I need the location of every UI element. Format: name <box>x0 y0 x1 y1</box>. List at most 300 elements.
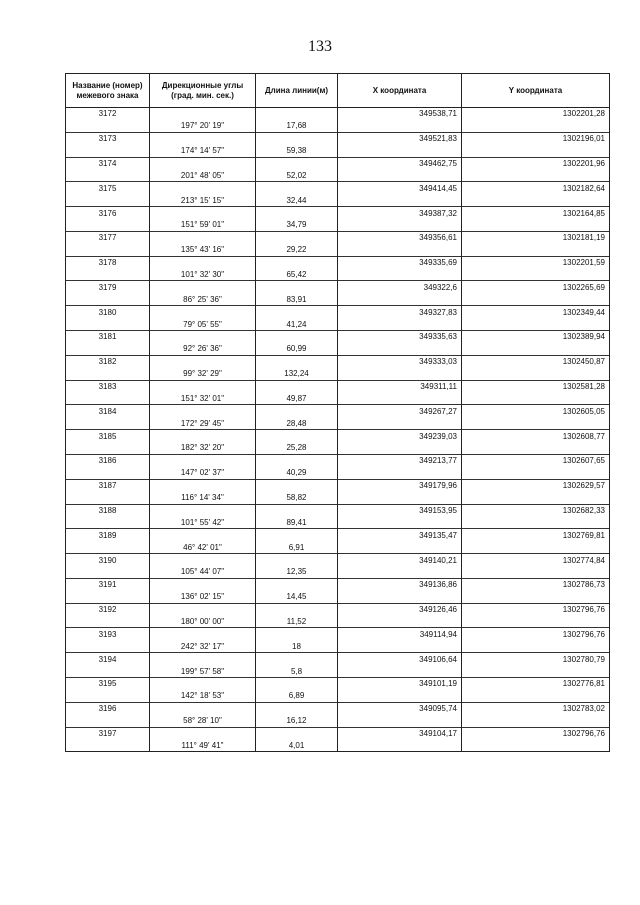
point-name: 3193 <box>66 628 150 640</box>
y-coordinate: 1302796,76 <box>462 628 610 640</box>
segment-row <box>66 715 610 727</box>
empty-cell <box>338 318 462 330</box>
x-coordinate: 349521,83 <box>338 132 462 144</box>
empty-cell <box>256 677 338 689</box>
point-name: 3194 <box>66 653 150 665</box>
empty-cell <box>462 516 610 528</box>
point-name: 3189 <box>66 529 150 541</box>
empty-cell <box>462 219 610 231</box>
direction-angle: 151° 32' 01" <box>150 392 256 404</box>
empty-cell <box>462 392 610 404</box>
y-coordinate: 1302796,76 <box>462 727 610 739</box>
line-length: 11,52 <box>256 616 338 628</box>
y-coordinate: 1302196,01 <box>462 132 610 144</box>
empty-cell <box>66 715 150 727</box>
empty-cell <box>462 269 610 281</box>
direction-angle: 213° 15' 15" <box>150 194 256 206</box>
empty-cell <box>338 516 462 528</box>
empty-cell <box>66 219 150 231</box>
line-length: 14,45 <box>256 591 338 603</box>
segment-row <box>66 244 610 256</box>
header-x: X координата <box>338 74 462 108</box>
empty-cell <box>150 231 256 243</box>
point-name: 3174 <box>66 157 150 169</box>
line-length: 132,24 <box>256 368 338 380</box>
segment-row <box>66 467 610 479</box>
x-coordinate: 349387,32 <box>338 207 462 219</box>
x-coordinate: 349335,63 <box>338 331 462 343</box>
empty-cell <box>150 108 256 120</box>
point-name: 3178 <box>66 256 150 268</box>
point-row <box>66 628 610 640</box>
direction-angle: 111° 49' 41" <box>150 739 256 751</box>
empty-cell <box>150 132 256 144</box>
empty-cell <box>66 244 150 256</box>
point-name: 3186 <box>66 454 150 466</box>
page-number: 133 <box>308 38 332 55</box>
x-coordinate: 349333,03 <box>338 355 462 367</box>
point-name: 3177 <box>66 231 150 243</box>
y-coordinate: 1302349,44 <box>462 306 610 318</box>
direction-angle: 46° 42' 01" <box>150 541 256 553</box>
empty-cell <box>462 591 610 603</box>
direction-angle: 92° 26' 36" <box>150 343 256 355</box>
segment-row <box>66 591 610 603</box>
segment-row <box>66 343 610 355</box>
line-length: 6,89 <box>256 690 338 702</box>
x-coordinate: 349267,27 <box>338 405 462 417</box>
direction-angle: 147° 02' 37" <box>150 467 256 479</box>
empty-cell <box>462 467 610 479</box>
line-length: 32,44 <box>256 194 338 206</box>
empty-cell <box>150 479 256 491</box>
empty-cell <box>338 739 462 751</box>
x-coordinate: 349335,69 <box>338 256 462 268</box>
empty-cell <box>462 665 610 677</box>
direction-angle: 151° 59' 01" <box>150 219 256 231</box>
empty-cell <box>338 343 462 355</box>
empty-cell <box>338 715 462 727</box>
line-length: 34,79 <box>256 219 338 231</box>
x-coordinate: 349356,61 <box>338 231 462 243</box>
x-coordinate: 349311,11 <box>338 380 462 392</box>
header-name: Название (номер) межевого знака <box>66 74 150 108</box>
point-name: 3188 <box>66 504 150 516</box>
point-row <box>66 256 610 268</box>
empty-cell <box>150 157 256 169</box>
empty-cell <box>462 145 610 157</box>
x-coordinate: 349114,94 <box>338 628 462 640</box>
segment-row <box>66 442 610 454</box>
y-coordinate: 1302450,87 <box>462 355 610 367</box>
empty-cell <box>256 207 338 219</box>
empty-cell <box>150 677 256 689</box>
point-name: 3180 <box>66 306 150 318</box>
empty-cell <box>256 454 338 466</box>
x-coordinate: 349140,21 <box>338 554 462 566</box>
y-coordinate: 1302265,69 <box>462 281 610 293</box>
point-row <box>66 554 610 566</box>
header-angle: Дирекционные углы (град. мин. сек.) <box>150 74 256 108</box>
empty-cell <box>462 194 610 206</box>
y-coordinate: 1302776,81 <box>462 677 610 689</box>
empty-cell <box>66 467 150 479</box>
line-length: 52,02 <box>256 169 338 181</box>
line-length: 83,91 <box>256 293 338 305</box>
empty-cell <box>150 430 256 442</box>
line-length: 29,22 <box>256 244 338 256</box>
empty-cell <box>338 442 462 454</box>
empty-cell <box>462 566 610 578</box>
line-length: 12,35 <box>256 566 338 578</box>
direction-angle: 105° 44' 07" <box>150 566 256 578</box>
x-coordinate: 349538,71 <box>338 108 462 120</box>
line-length: 25,28 <box>256 442 338 454</box>
point-row <box>66 677 610 689</box>
empty-cell <box>338 640 462 652</box>
direction-angle: 86° 25' 36" <box>150 293 256 305</box>
y-coordinate: 1302780,79 <box>462 653 610 665</box>
table-header-row <box>66 74 610 108</box>
direction-angle: 197° 20' 19" <box>150 120 256 132</box>
y-coordinate: 1302786,73 <box>462 578 610 590</box>
empty-cell <box>338 219 462 231</box>
point-row <box>66 504 610 516</box>
empty-cell <box>256 628 338 640</box>
empty-cell <box>256 479 338 491</box>
line-length: 40,29 <box>256 467 338 479</box>
point-row <box>66 306 610 318</box>
empty-cell <box>462 739 610 751</box>
point-name: 3176 <box>66 207 150 219</box>
empty-cell <box>66 293 150 305</box>
y-coordinate: 1302796,76 <box>462 603 610 615</box>
line-length: 6,91 <box>256 541 338 553</box>
x-coordinate: 349322,6 <box>338 281 462 293</box>
y-coordinate: 1302607,65 <box>462 454 610 466</box>
x-coordinate: 349179,96 <box>338 479 462 491</box>
point-row <box>66 355 610 367</box>
line-length: 4,01 <box>256 739 338 751</box>
empty-cell <box>462 715 610 727</box>
empty-cell <box>256 405 338 417</box>
point-name: 3185 <box>66 430 150 442</box>
point-name: 3175 <box>66 182 150 194</box>
empty-cell <box>66 343 150 355</box>
y-coordinate: 1302389,94 <box>462 331 610 343</box>
direction-angle: 116° 14' 34" <box>150 492 256 504</box>
segment-row <box>66 169 610 181</box>
empty-cell <box>256 554 338 566</box>
y-coordinate: 1302769,81 <box>462 529 610 541</box>
empty-cell <box>338 467 462 479</box>
empty-cell <box>66 690 150 702</box>
empty-cell <box>338 541 462 553</box>
empty-cell <box>338 616 462 628</box>
line-length: 59,38 <box>256 145 338 157</box>
line-length: 18 <box>256 640 338 652</box>
segment-row <box>66 516 610 528</box>
empty-cell <box>256 331 338 343</box>
point-row <box>66 132 610 144</box>
line-length: 58,82 <box>256 492 338 504</box>
point-row <box>66 157 610 169</box>
empty-cell <box>338 690 462 702</box>
empty-cell <box>338 591 462 603</box>
empty-cell <box>256 157 338 169</box>
segment-row <box>66 739 610 751</box>
empty-cell <box>256 182 338 194</box>
empty-cell <box>256 231 338 243</box>
empty-cell <box>256 653 338 665</box>
empty-cell <box>150 603 256 615</box>
x-coordinate: 349135,47 <box>338 529 462 541</box>
empty-cell <box>338 145 462 157</box>
segment-row <box>66 492 610 504</box>
segment-row <box>66 219 610 231</box>
x-coordinate: 349462,75 <box>338 157 462 169</box>
empty-cell <box>462 492 610 504</box>
y-coordinate: 1302182,64 <box>462 182 610 194</box>
empty-cell <box>66 665 150 677</box>
direction-angle: 79° 05' 55" <box>150 318 256 330</box>
line-length: 65,42 <box>256 269 338 281</box>
point-row <box>66 454 610 466</box>
empty-cell <box>338 368 462 380</box>
point-row <box>66 108 610 120</box>
empty-cell <box>256 380 338 392</box>
empty-cell <box>462 244 610 256</box>
point-row <box>66 405 610 417</box>
point-name: 3179 <box>66 281 150 293</box>
x-coordinate: 349414,45 <box>338 182 462 194</box>
point-name: 3191 <box>66 578 150 590</box>
empty-cell <box>462 541 610 553</box>
empty-cell <box>66 739 150 751</box>
empty-cell <box>150 702 256 714</box>
empty-cell <box>338 169 462 181</box>
y-coordinate: 1302608,77 <box>462 430 610 442</box>
empty-cell <box>150 628 256 640</box>
empty-cell <box>256 108 338 120</box>
line-length: 28,48 <box>256 417 338 429</box>
direction-angle: 199° 57' 58" <box>150 665 256 677</box>
y-coordinate: 1302181,19 <box>462 231 610 243</box>
empty-cell <box>462 690 610 702</box>
header-y: Y координата <box>462 74 610 108</box>
empty-cell <box>256 603 338 615</box>
empty-cell <box>256 355 338 367</box>
point-name: 3187 <box>66 479 150 491</box>
empty-cell <box>150 306 256 318</box>
empty-cell <box>66 442 150 454</box>
line-length: 17,68 <box>256 120 338 132</box>
point-name: 3183 <box>66 380 150 392</box>
y-coordinate: 1302783,02 <box>462 702 610 714</box>
y-coordinate: 1302201,59 <box>462 256 610 268</box>
empty-cell <box>66 417 150 429</box>
empty-cell <box>256 281 338 293</box>
point-row <box>66 231 610 243</box>
empty-cell <box>66 169 150 181</box>
empty-cell <box>150 554 256 566</box>
segment-row <box>66 616 610 628</box>
empty-cell <box>66 145 150 157</box>
empty-cell <box>150 454 256 466</box>
point-name: 3173 <box>66 132 150 144</box>
point-row <box>66 207 610 219</box>
empty-cell <box>150 727 256 739</box>
empty-cell <box>256 529 338 541</box>
x-coordinate: 349153,95 <box>338 504 462 516</box>
empty-cell <box>256 306 338 318</box>
direction-angle: 172° 29' 45" <box>150 417 256 429</box>
empty-cell <box>338 120 462 132</box>
empty-cell <box>150 207 256 219</box>
direction-angle: 101° 55' 42" <box>150 516 256 528</box>
empty-cell <box>462 343 610 355</box>
empty-cell <box>150 281 256 293</box>
empty-cell <box>338 244 462 256</box>
direction-angle: 180° 00' 00" <box>150 616 256 628</box>
x-coordinate: 349136,86 <box>338 578 462 590</box>
empty-cell <box>150 578 256 590</box>
empty-cell <box>66 640 150 652</box>
empty-cell <box>338 417 462 429</box>
segment-row <box>66 690 610 702</box>
point-row <box>66 727 610 739</box>
point-row <box>66 479 610 491</box>
empty-cell <box>66 269 150 281</box>
x-coordinate: 349213,77 <box>338 454 462 466</box>
empty-cell <box>462 417 610 429</box>
point-row <box>66 430 610 442</box>
empty-cell <box>66 318 150 330</box>
empty-cell <box>150 355 256 367</box>
point-row <box>66 529 610 541</box>
point-name: 3190 <box>66 554 150 566</box>
direction-angle: 242° 32' 17" <box>150 640 256 652</box>
x-coordinate: 349126,46 <box>338 603 462 615</box>
segment-row <box>66 269 610 281</box>
empty-cell <box>462 442 610 454</box>
empty-cell <box>150 331 256 343</box>
segment-row <box>66 120 610 132</box>
empty-cell <box>150 529 256 541</box>
empty-cell <box>150 380 256 392</box>
line-length: 49,87 <box>256 392 338 404</box>
empty-cell <box>66 492 150 504</box>
direction-angle: 201° 48' 05" <box>150 169 256 181</box>
empty-cell <box>256 578 338 590</box>
empty-cell <box>462 169 610 181</box>
y-coordinate: 1302605,05 <box>462 405 610 417</box>
empty-cell <box>66 541 150 553</box>
point-name: 3196 <box>66 702 150 714</box>
empty-cell <box>150 256 256 268</box>
empty-cell <box>150 653 256 665</box>
x-coordinate: 349106,64 <box>338 653 462 665</box>
header-length: Длина линии(м) <box>256 74 338 108</box>
y-coordinate: 1302774,84 <box>462 554 610 566</box>
empty-cell <box>150 182 256 194</box>
segment-row <box>66 293 610 305</box>
empty-cell <box>66 616 150 628</box>
x-coordinate: 349101,19 <box>338 677 462 689</box>
table-body <box>66 108 610 752</box>
empty-cell <box>338 566 462 578</box>
y-coordinate: 1302201,96 <box>462 157 610 169</box>
point-row <box>66 603 610 615</box>
direction-angle: 101° 32' 30" <box>150 269 256 281</box>
point-row <box>66 578 610 590</box>
segment-row <box>66 541 610 553</box>
point-name: 3195 <box>66 677 150 689</box>
y-coordinate: 1302629,57 <box>462 479 610 491</box>
empty-cell <box>338 269 462 281</box>
line-length: 41,24 <box>256 318 338 330</box>
point-row <box>66 182 610 194</box>
segment-row <box>66 145 610 157</box>
point-row <box>66 702 610 714</box>
empty-cell <box>338 194 462 206</box>
y-coordinate: 1302581,28 <box>462 380 610 392</box>
empty-cell <box>462 318 610 330</box>
segment-row <box>66 368 610 380</box>
direction-angle: 182° 32' 20" <box>150 442 256 454</box>
empty-cell <box>150 504 256 516</box>
y-coordinate: 1302164,85 <box>462 207 610 219</box>
line-length: 5,8 <box>256 665 338 677</box>
point-name: 3181 <box>66 331 150 343</box>
direction-angle: 136° 02' 15" <box>150 591 256 603</box>
empty-cell <box>256 256 338 268</box>
empty-cell <box>462 616 610 628</box>
empty-cell <box>66 566 150 578</box>
direction-angle: 99° 32' 29" <box>150 368 256 380</box>
empty-cell <box>338 293 462 305</box>
empty-cell <box>462 640 610 652</box>
empty-cell <box>256 702 338 714</box>
point-row <box>66 380 610 392</box>
empty-cell <box>462 120 610 132</box>
direction-angle: 135° 43' 16" <box>150 244 256 256</box>
empty-cell <box>462 293 610 305</box>
segment-row <box>66 665 610 677</box>
empty-cell <box>66 120 150 132</box>
segment-row <box>66 392 610 404</box>
segment-row <box>66 566 610 578</box>
x-coordinate: 349095,74 <box>338 702 462 714</box>
empty-cell <box>256 727 338 739</box>
empty-cell <box>338 665 462 677</box>
point-name: 3172 <box>66 108 150 120</box>
point-name: 3197 <box>66 727 150 739</box>
empty-cell <box>256 132 338 144</box>
empty-cell <box>150 405 256 417</box>
segment-row <box>66 640 610 652</box>
point-row <box>66 281 610 293</box>
y-coordinate: 1302201,28 <box>462 108 610 120</box>
point-row <box>66 653 610 665</box>
segment-row <box>66 318 610 330</box>
segment-row <box>66 194 610 206</box>
empty-cell <box>66 368 150 380</box>
y-coordinate: 1302682,33 <box>462 504 610 516</box>
empty-cell <box>256 430 338 442</box>
x-coordinate: 349239,03 <box>338 430 462 442</box>
line-length: 16,12 <box>256 715 338 727</box>
